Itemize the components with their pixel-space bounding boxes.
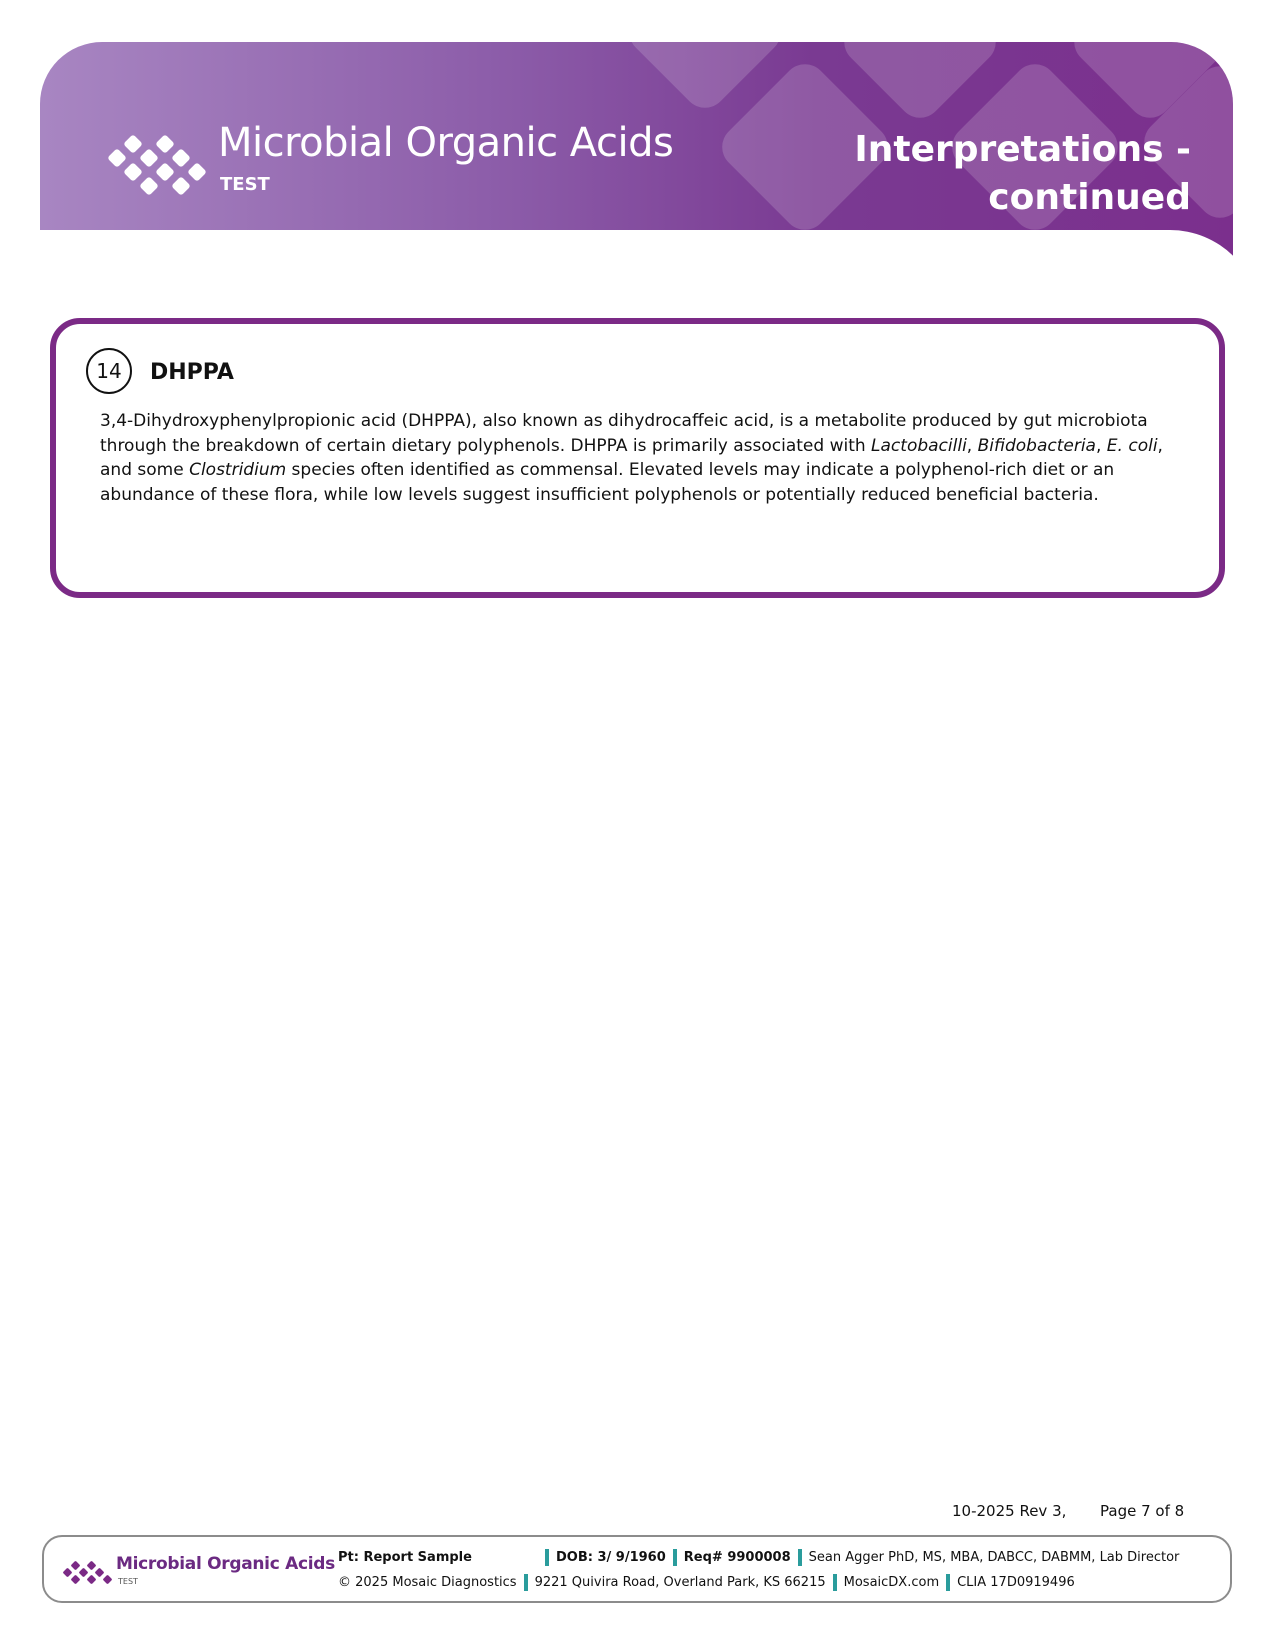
- separator: [833, 1574, 837, 1591]
- section-body: [100, 409, 1190, 507]
- website-link[interactable]: MosaicDX.com: [843, 1575, 940, 1590]
- clia-number: CLIA 17D0919496: [957, 1575, 1075, 1590]
- body-text: ,: [1095, 435, 1107, 456]
- diamond-logo-icon: [100, 127, 210, 197]
- lab-director: Sean Agger PhD, MS, MBA, DABCC, DABMM, Lab Director: [808, 1550, 1180, 1565]
- section-number-badge: 14: [86, 348, 132, 394]
- interpretation-card: [50, 318, 1225, 598]
- patient-name: Pt: Report Sample: [338, 1550, 472, 1565]
- body-text: 3,4-Dihydroxyphenylpropionic acid (DHPPA), also known as dihydrocaffeic acid, is a metabolite produced by gut microbiota through the breakdown of certain dietary polyphenols. DHPPA is primarily associated with: [100, 411, 1148, 456]
- body-text: ,: [966, 435, 978, 456]
- separator: [545, 1549, 549, 1566]
- logo-subtitle: TEST: [220, 174, 270, 195]
- page-title: [771, 126, 1191, 222]
- section-title: DHPPA: [150, 360, 234, 385]
- page-title-line: continued: [988, 177, 1191, 218]
- footer-logo-subtitle: TEST: [118, 1577, 138, 1586]
- body-text: species often identified as commensal. Elevated levels may indicate a polyphenol-rich diet or an abundance of these flora, while low levels suggest insufficient polyphenols or potentially reduced beneficial bacteria.: [100, 460, 1115, 505]
- body-text: , and some: [100, 435, 1163, 480]
- footer-logo-title: Microbial Organic Acids: [116, 1554, 335, 1574]
- address: 9221 Quivira Road, Overland Park, KS 66215: [534, 1575, 826, 1590]
- footer-patient-row: [338, 1549, 1179, 1566]
- diamond-logo-icon: [60, 1557, 112, 1589]
- organism-name: Lactobacilli: [871, 435, 967, 456]
- footer-bar: [42, 1535, 1232, 1603]
- organism-name: E. coli: [1106, 435, 1158, 456]
- separator: [946, 1574, 950, 1591]
- revision-label: 10-2025 Rev 3,: [952, 1502, 1067, 1520]
- copyright: © 2025 Mosaic Diagnostics: [338, 1575, 517, 1590]
- footer-company-row: [338, 1574, 1075, 1591]
- separator: [798, 1549, 802, 1566]
- banner-curve: [40, 230, 1233, 277]
- requisition-number: Req# 9900008: [683, 1550, 791, 1565]
- date-of-birth: DOB: 3/ 9/1960: [556, 1550, 666, 1565]
- page-title-line: Interpretations -: [854, 129, 1191, 170]
- separator: [524, 1574, 528, 1591]
- organism-name: Bifidobacteria: [977, 435, 1096, 456]
- page-number: Page 7 of 8: [1100, 1502, 1185, 1520]
- header-banner: [40, 42, 1233, 277]
- logo-title: Microbial Organic Acids: [218, 120, 674, 166]
- separator: [673, 1549, 677, 1566]
- organism-name: Clostridium: [189, 460, 287, 480]
